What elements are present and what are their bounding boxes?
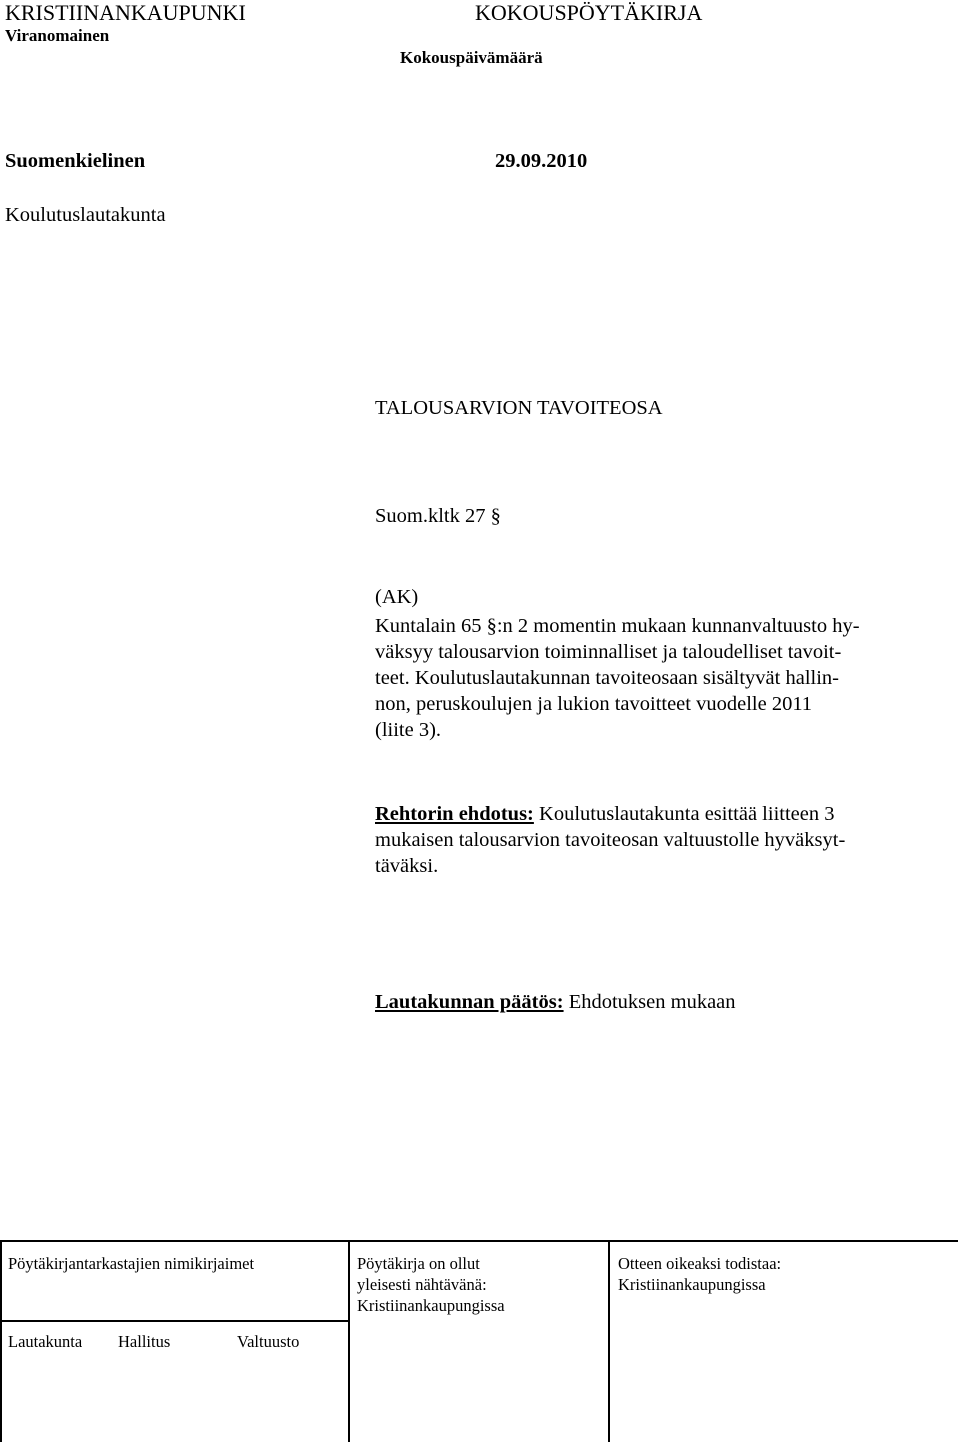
authority-label: Viranomainen [5,26,110,45]
meeting-date-label: Kokouspäivämäärä [400,48,543,67]
item-title: TALOUSARVION TAVOITEOSA [375,397,663,419]
public-notice-line: Kristiinankaupungissa [357,1296,505,1315]
proposal-line: mukaisen talousarvion tavoiteosan valtuustolle hyväksyt- [375,829,846,851]
item-number: Suom.kltk 27 § [375,505,501,527]
description-line: non, peruskoulujen ja lukion tavoitteet vuodelle 2011 [375,693,813,715]
authority-value: Suomenkielinen [5,150,146,172]
decision-label: Lautakunnan päätös: [375,991,564,1013]
footer-divider [608,1240,610,1442]
certified-copy-line: Kristiinankaupungissa [618,1275,766,1294]
body-label-lautakunta: Lautakunta [8,1332,83,1351]
footer-top-border [0,1240,958,1242]
certified-copy-line: Otteen oikeaksi todistaa: [618,1254,782,1273]
item-initials: (AK) [375,586,419,608]
document-type: KOKOUSPÖYTÄKIRJA [475,0,703,25]
proposal-line: täväksi. [375,855,439,877]
public-notice-line: yleisesti nähtävänä: [357,1275,487,1294]
proposal-text: Koulutuslautakunta esittää liitteen 3 [533,803,835,825]
footer-divider [348,1240,350,1442]
proposal [375,801,935,879]
body-label-valtuusto: Valtuusto [237,1332,300,1351]
footer-left-border [0,1240,2,1442]
decision-text: Ehdotuksen mukaan [563,991,736,1013]
description-line: väksyy talousarvion toiminnalliset ja taloudelliset tavoit- [375,641,842,663]
body-name: Koulutuslautakunta [5,204,166,226]
organization-name: KRISTIINANKAUPUNKI [5,0,246,25]
description-line: teet. Koulutuslautakunnan tavoiteosaan sisältyvät hallin- [375,667,839,689]
body-label-hallitus: Hallitus [118,1332,171,1351]
public-notice [357,1253,505,1316]
footer-row-divider [0,1320,350,1322]
public-notice-line: Pöytäkirja on ollut [357,1254,480,1273]
description-line: Kuntalain 65 §:n 2 momentin mukaan kunnanvaltuusto hy- [375,615,860,637]
description-line: (liite 3). [375,719,442,741]
meeting-date: 29.09.2010 [495,150,588,172]
certified-copy [618,1253,781,1295]
item-description [375,613,935,743]
signatures-label: Pöytäkirjantarkastajien nimikirjaimet [8,1254,255,1273]
proposal-label: Rehtorin ehdotus: [375,803,534,825]
decision [375,989,935,1015]
